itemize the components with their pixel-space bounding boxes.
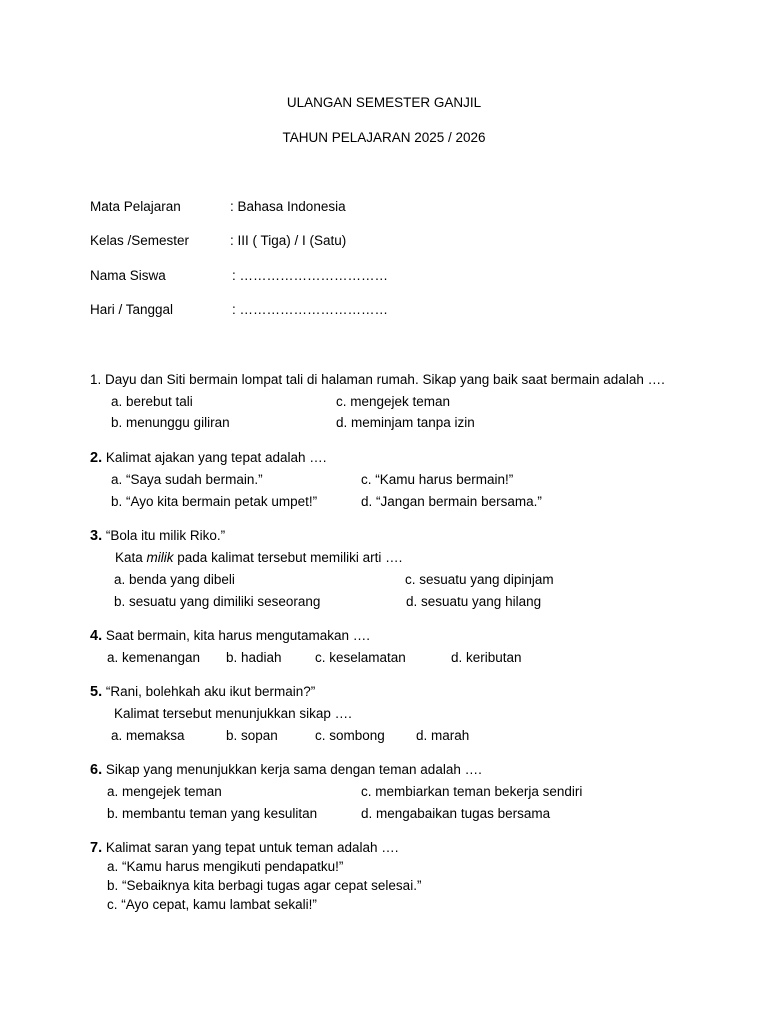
info-label-subject: Mata Pelajaran [90,199,181,214]
option-2b: b. “Ayo kita bermain petak umpet!” [111,494,318,509]
question-text: Kalimat saran yang tepat untuk teman adalah …. [105,840,399,855]
subtext-pre: Kata [115,550,147,565]
question-5 [90,684,315,700]
question-3-subtext [115,550,402,566]
question-number: 7. [90,840,103,856]
question-text: Dayu dan Siti bermain lompat tali di halaman rumah. Sikap yang baik saat bermain adalah …. [105,372,665,387]
option-1a: a. berebut tali [111,394,193,409]
option-1b: b. menunggu giliran [111,415,230,430]
option-1d: d. meminjam tanpa izin [336,415,475,430]
info-value-name: : …………………………… [232,268,389,283]
option-7b: b. “Sebaiknya kita berbagi tugas agar cepat selesai.” [107,878,422,893]
subtext-post: pada kalimat tersebut memiliki arti …. [173,550,403,565]
question-text: “Bola itu milik Riko.” [105,528,226,543]
question-text: Saat bermain, kita harus mengutamakan …. [105,628,370,643]
option-7c: c. “Ayo cepat, kamu lambat sekali!” [107,897,317,912]
info-label-date: Hari / Tanggal [90,302,174,317]
info-label-class: Kelas /Semester [90,233,190,248]
question-number: 3. [90,528,103,544]
question-4 [90,628,370,644]
exam-year: TAHUN PELAJARAN 2025 / 2026 [282,130,486,145]
question-3 [90,528,225,544]
question-6 [90,762,482,778]
option-5a: a. memaksa [111,728,185,743]
info-value-subject: : Bahasa Indonesia [230,199,346,214]
option-3c: c. sesuatu yang dipinjam [405,572,554,587]
question-2 [90,450,327,466]
question-number: 2. [90,450,103,466]
option-4b: b. hadiah [226,650,282,665]
question-text: “Rani, bolehkah aku ikut bermain?” [105,684,316,699]
question-5-subtext: Kalimat tersebut menunjukkan sikap …. [114,706,352,721]
question-text: Sikap yang menunjukkan kerja sama dengan teman adalah …. [105,762,482,777]
option-3b: b. sesuatu yang dimiliki seseorang [114,594,321,609]
option-3d: d. sesuatu yang hilang [406,594,542,609]
exam-title: ULANGAN SEMESTER GANJIL [286,95,482,110]
option-6d: d. mengabaikan tugas bersama [361,806,551,821]
option-4c: c. keselamatan [315,650,406,665]
question-7 [90,840,399,856]
option-5b: b. sopan [226,728,278,743]
option-1c: c. mengejek teman [336,394,451,409]
question-number: 4. [90,628,103,644]
question-number: 6. [90,762,103,778]
option-4d: d. keributan [451,650,522,665]
question-text: Kalimat ajakan yang tepat adalah …. [105,450,327,465]
option-5c: c. sombong [315,728,385,743]
option-6a: a. mengejek teman [107,784,222,799]
info-value-class: : III ( Tiga) / I (Satu) [230,233,347,248]
info-value-date: : …………………………… [232,302,389,317]
option-6c: c. membiarkan teman bekerja sendiri [361,784,583,799]
question-number: 5. [90,684,103,700]
subtext-emphasis: milik [146,550,174,565]
option-2c: c. “Kamu harus bermain!” [361,472,514,487]
option-7a: a. “Kamu harus mengikuti pendapatku!” [107,859,344,874]
question-number: 1. [90,372,102,387]
option-6b: b. membantu teman yang kesulitan [107,806,318,821]
option-2a: a. “Saya sudah bermain.” [111,472,263,487]
question-1 [90,372,665,388]
option-5d: d. marah [416,728,470,743]
info-label-name: Nama Siswa [90,268,166,283]
option-3a: a. benda yang dibeli [114,572,235,587]
option-4a: a. kemenangan [107,650,201,665]
option-2d: d. “Jangan bermain bersama.” [361,494,542,509]
